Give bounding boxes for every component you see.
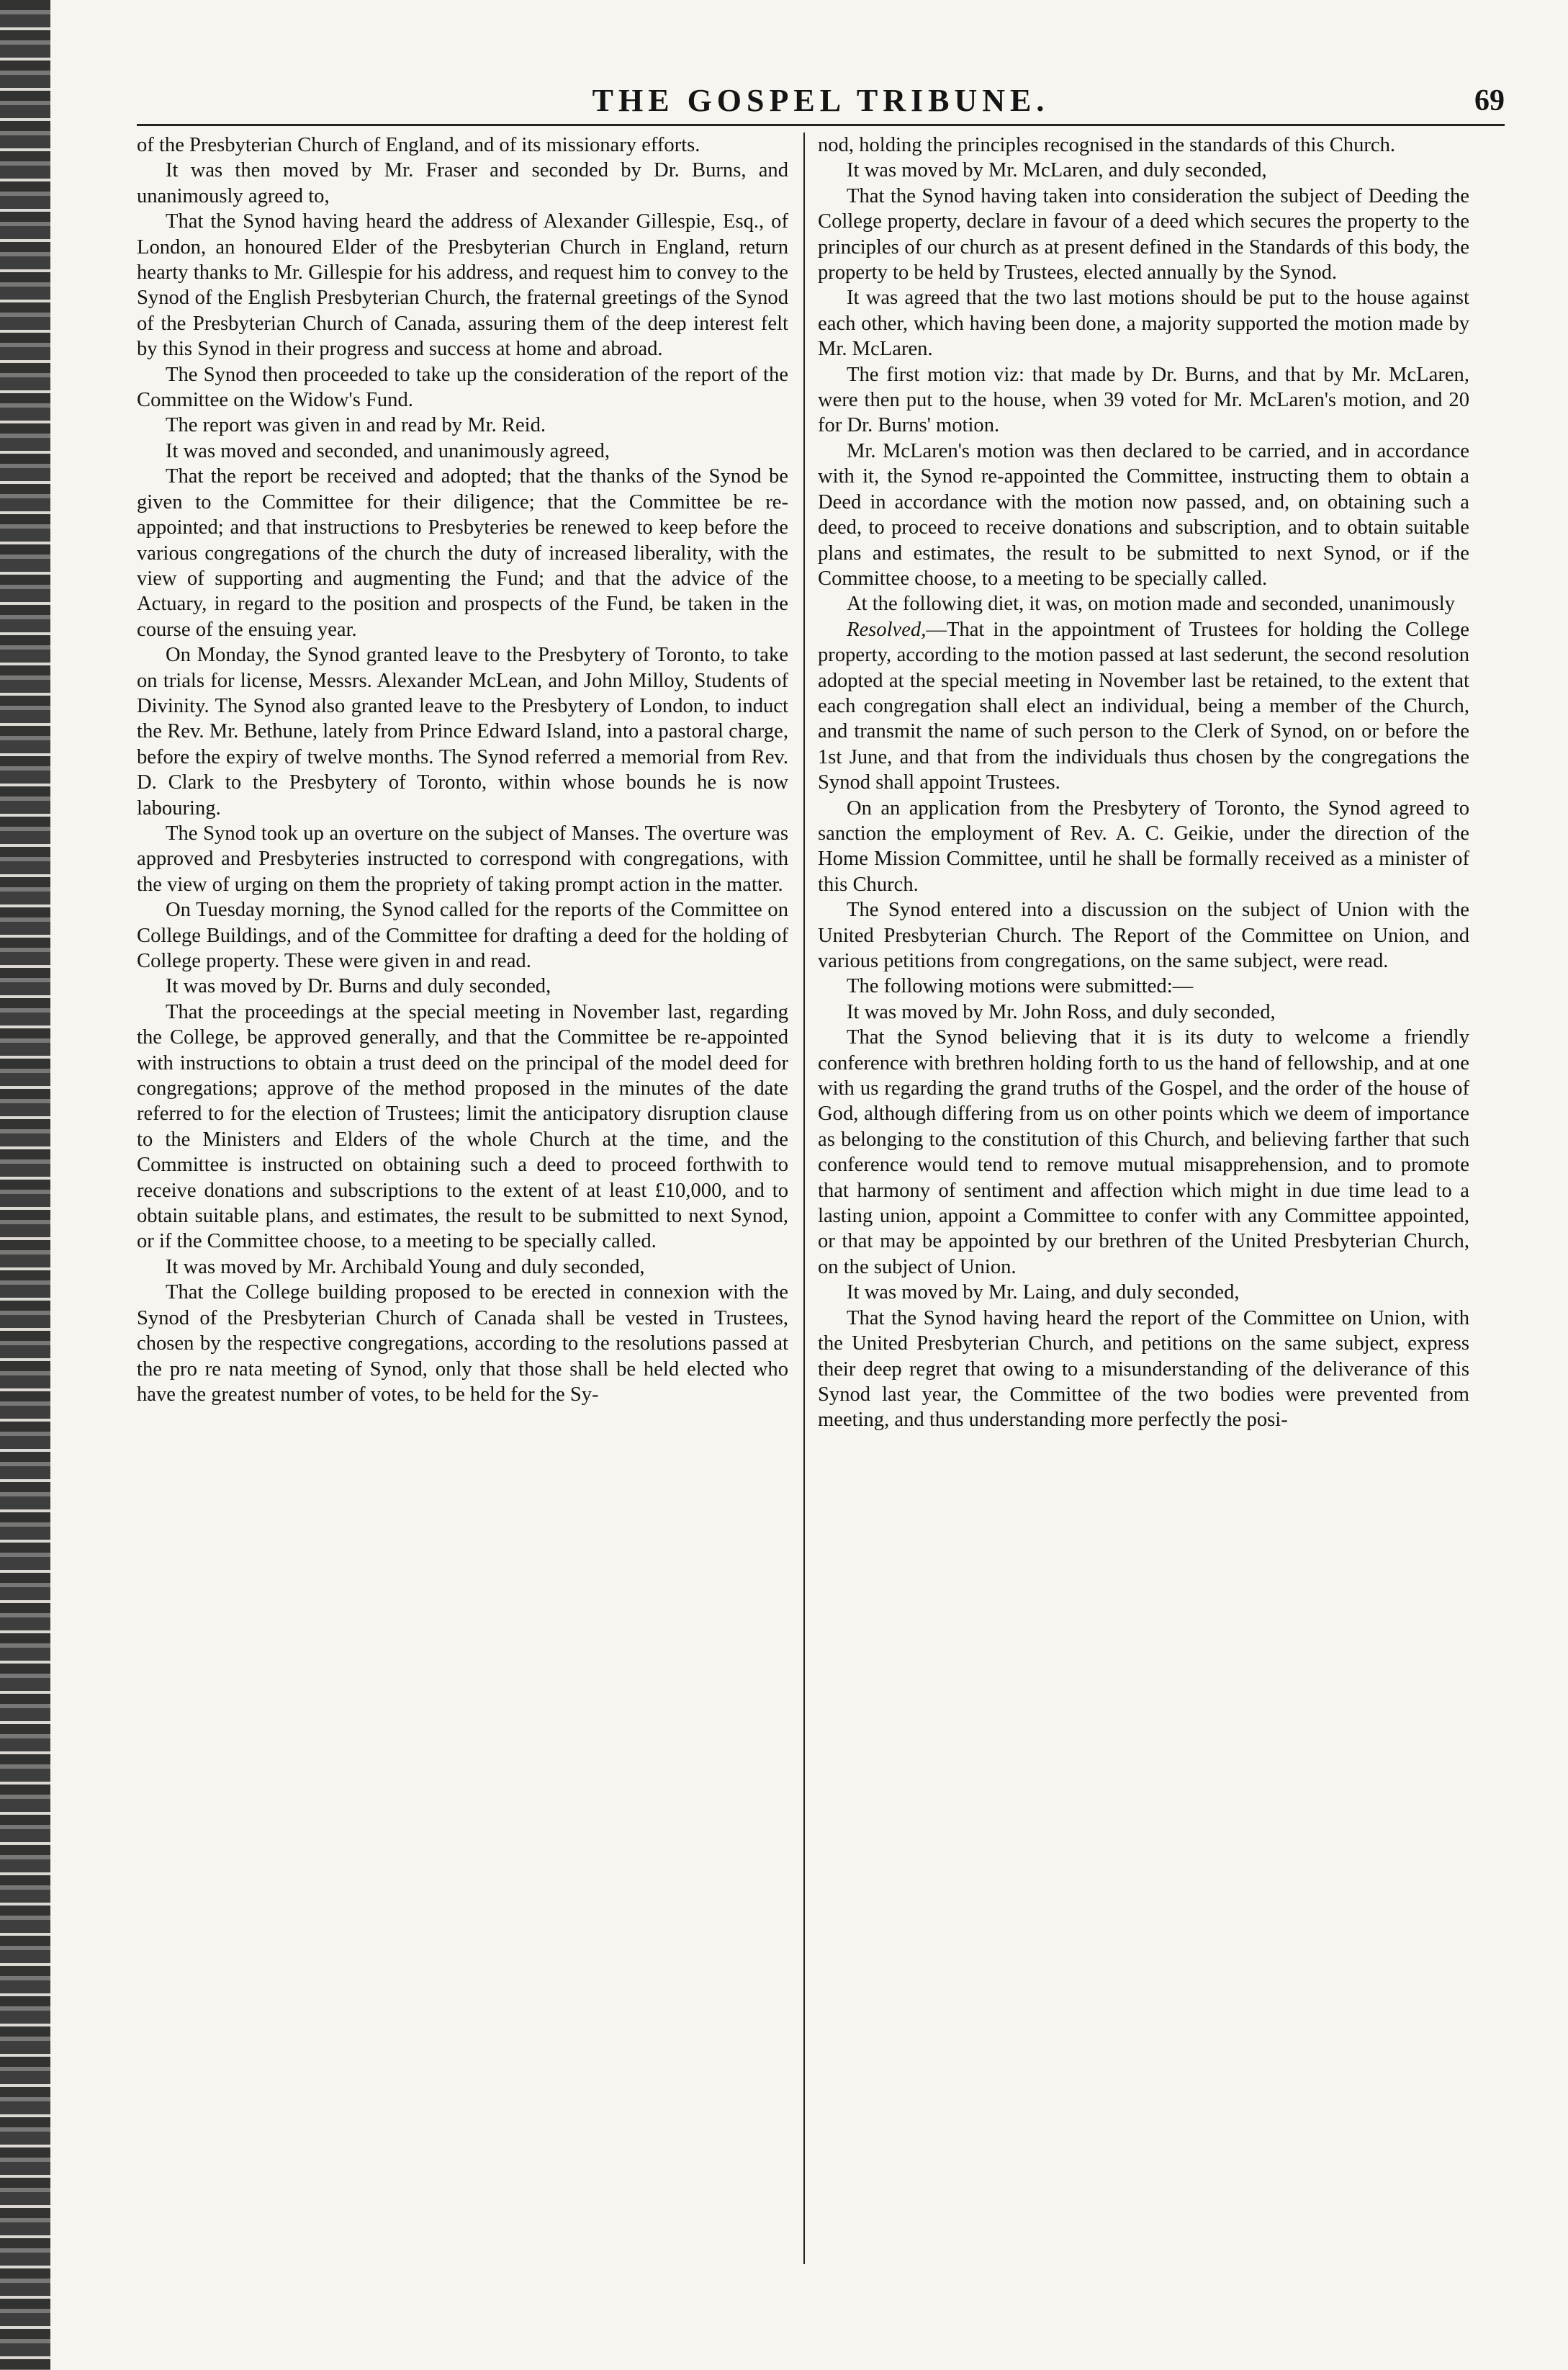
column-rule	[803, 133, 805, 2264]
left-column	[137, 133, 788, 2264]
paragraph: That the Synod having heard the report of the Committee on Union, with the United Presbyterian Church, and petitions on the same subject, express their deep regret that owing to a misunderstanding of the deliverance of this Synod last year, the Committee of the two bodies were prevented from meeting, and thus understanding more perfectly the posi-	[818, 1306, 1469, 1432]
paragraph: It was moved by Mr. Archibald Young and duly seconded,	[166, 1255, 645, 1278]
page-header	[137, 81, 1505, 126]
paragraph: That the report be received and adopted; that the thanks of the Synod be given to the Committee for their diligence; that the Committee be re-appointed; and that instructions to Presbyteries be renewed to keep before the various congregations of the church the duty of increased liberality, with the view of supporting and augmenting the Fund; and that the advice of the Actuary, in regard to the position and prospects of the Fund, be taken in the course of the ensuing year.	[137, 465, 788, 641]
resolved-text: —That in the appointment of Trustees for holding the College property, according to the motion passed at last sederunt, the second resolution adopted at the special meeting in November last be retained, to the extent that each congregation shall elect an individual, being a member of the Church, and transmit the name of such person to the Clerk of Synod, on or before the 1st June, and that from the individuals thus chosen by the congregations the Synod shall appoint Trustees.	[818, 618, 1469, 794]
paragraph: Mr. McLaren's motion was then declared to be carried, and in accordance with it, the Synod re-appointed the Committee, instructing them to obtain a Deed in accordance with the motion now passed, and, on obtaining such a deed, to proceed to receive donations and subscription, and to obtain suitable plans and estimates, the result to be submitted to next Synod, or if the Committee choose, to a meeting to be specially called.	[818, 439, 1469, 590]
paragraph: It was moved by Mr. Laing, and duly seconded,	[847, 1281, 1240, 1304]
paragraph: That the Synod having heard the address of Alexander Gillespie, Esq., of London, an honoured Elder of the Presbyterian Church in England, return hearty thanks to Mr. Gillespie for his address, and request him to convey to the Synod of the English Presbyterian Church, the fraternal greetings of the Synod of the Presbyterian Church of Canada, assuring them of the deep interest felt by this Synod in their progress and success at home and abroad.	[137, 210, 788, 361]
resolved-paragraph	[818, 617, 1469, 796]
paragraph: The report was given in and read by Mr. Reid.	[166, 414, 546, 437]
paragraph: It was agreed that the two last motions should be put to the house against each other, which having been done, a majority supported the motion made by Mr. McLaren.	[818, 287, 1469, 361]
paragraph: That the College building proposed to be erected in connexion with the Synod of the Presbyterian Church of Canada shall be vested in Trustees, chosen by the respective congregations, according to the resolutions passed at the pro re nata meeting of Synod, only that those shall be held elected who have the greatest number of votes, to be held for the Sy-	[137, 1281, 788, 1406]
paragraph: It was then moved by Mr. Fraser and seconded by Dr. Burns, and unanimously agreed to,	[137, 159, 788, 207]
paragraph: It was moved and seconded, and unanimously agreed,	[166, 439, 610, 462]
paragraph: On an application from the Presbytery of Toronto, the Synod agreed to sanction the employment of Rev. A. C. Geikie, under the direction of the Home Mission Committee, until he shall be formally received as a minister of this Church.	[818, 796, 1469, 896]
page-number: 69	[1474, 84, 1505, 117]
paragraph: The Synod took up an overture on the subject of Manses. The overture was approved and Presbyteries instructed to correspond with congregations, with the view of urging on them the propriety of taking prompt action in the matter.	[137, 822, 788, 896]
paragraph: nod, holding the principles recognised in the standards of this Church.	[818, 134, 1396, 156]
paragraph: It was moved by Mr. John Ross, and duly seconded,	[847, 1000, 1276, 1023]
right-column	[818, 133, 1469, 2264]
paragraph: On Tuesday morning, the Synod called for the reports of the Committee on College Buildings, and of the Committee for drafting a deed for the holding of College property. These were given in and read.	[137, 899, 788, 972]
paragraph: of the Presbyterian Church of England, and of its missionary efforts.	[137, 134, 700, 156]
paragraph: The first motion viz: that made by Dr. Burns, and that by Mr. McLaren, were then put to the house, when 39 voted for Mr. McLaren's motion, and 20 for Dr. Burns' motion.	[818, 363, 1469, 437]
paragraph: It was moved by Dr. Burns and duly seconded,	[166, 975, 551, 998]
running-title: THE GOSPEL TRIBUNE.	[592, 83, 1050, 118]
paragraph: That the proceedings at the special meeting in November last, regarding the College, be approved generally, and that the Committee be re-appointed with instructions to obtain a trust deed on the principal of the model deed for congregations; approve of the method proposed in the minutes of the date referred to for the election of Trustees; limit the anticipatory disruption clause to the Ministers and Elders of the whole Church at the time, and the Committee is instructed on obtaining such a deed to proceed forthwith to receive donations and subscriptions to the extent of at least £10,000, and to obtain suitable plans, and estimates, the result to be submitted to next Synod, or if the Committee choose, to a meeting to be specially called.	[137, 1000, 788, 1253]
paragraph: On Monday, the Synod granted leave to the Presbytery of Toronto, to take on trials for license, Messrs. Alexander McLean, and John Milloy, Students of Divinity. The Synod also granted leave to the Presbytery of London, to induct the Rev. Mr. Bethune, lately from Prince Edward Island, into a pastoral charge, before the expiry of twelve months. The Synod referred a memorial from Rev. D. Clark to the Presbytery of Toronto, within whose bounds he is now labouring.	[137, 644, 788, 820]
paragraph: The Synod then proceeded to take up the consideration of the report of the Committee on the Widow's Fund.	[137, 363, 788, 412]
paragraph: At the following diet, it was, on motion made and seconded, unanimously	[847, 593, 1455, 616]
paragraph: That the Synod believing that it is its duty to welcome a friendly conference with brethren holding forth to us the hand of fellowship, and at one with us regarding the grand truths of the Gospel, and the order of the house of God, although differing from us on other points which we deem of importance as belonging to the constitution of this Church, and believing farther that such conference would tend to remove mutual misapprehension, and to promote that harmony of sentiment and affection which might in due time lead to a lasting union, appoint a Committee to confer with any Committee appointed, or that may be appointed by our brethren of the United Presbyterian Church, on the subject of Union.	[818, 1026, 1469, 1278]
paragraph: That the Synod having taken into consideration the subject of Deeding the College property, declare in favour of a deed which secures the property to the principles of our church as at present defined in the Standards of this body, the property to be held by Trustees, elected annually by the Synod.	[818, 184, 1469, 284]
paragraph: The following motions were submitted:—	[847, 975, 1194, 998]
binding-edge	[0, 0, 50, 2370]
paragraph: The Synod entered into a discussion on the subject of Union with the United Presbyterian Church. The Report of the Committee on Union, and various petitions from congregations, on the same subject, were read.	[818, 899, 1469, 972]
resolved-label: Resolved,	[847, 618, 927, 641]
paragraph: It was moved by Mr. McLaren, and duly seconded,	[847, 159, 1267, 182]
